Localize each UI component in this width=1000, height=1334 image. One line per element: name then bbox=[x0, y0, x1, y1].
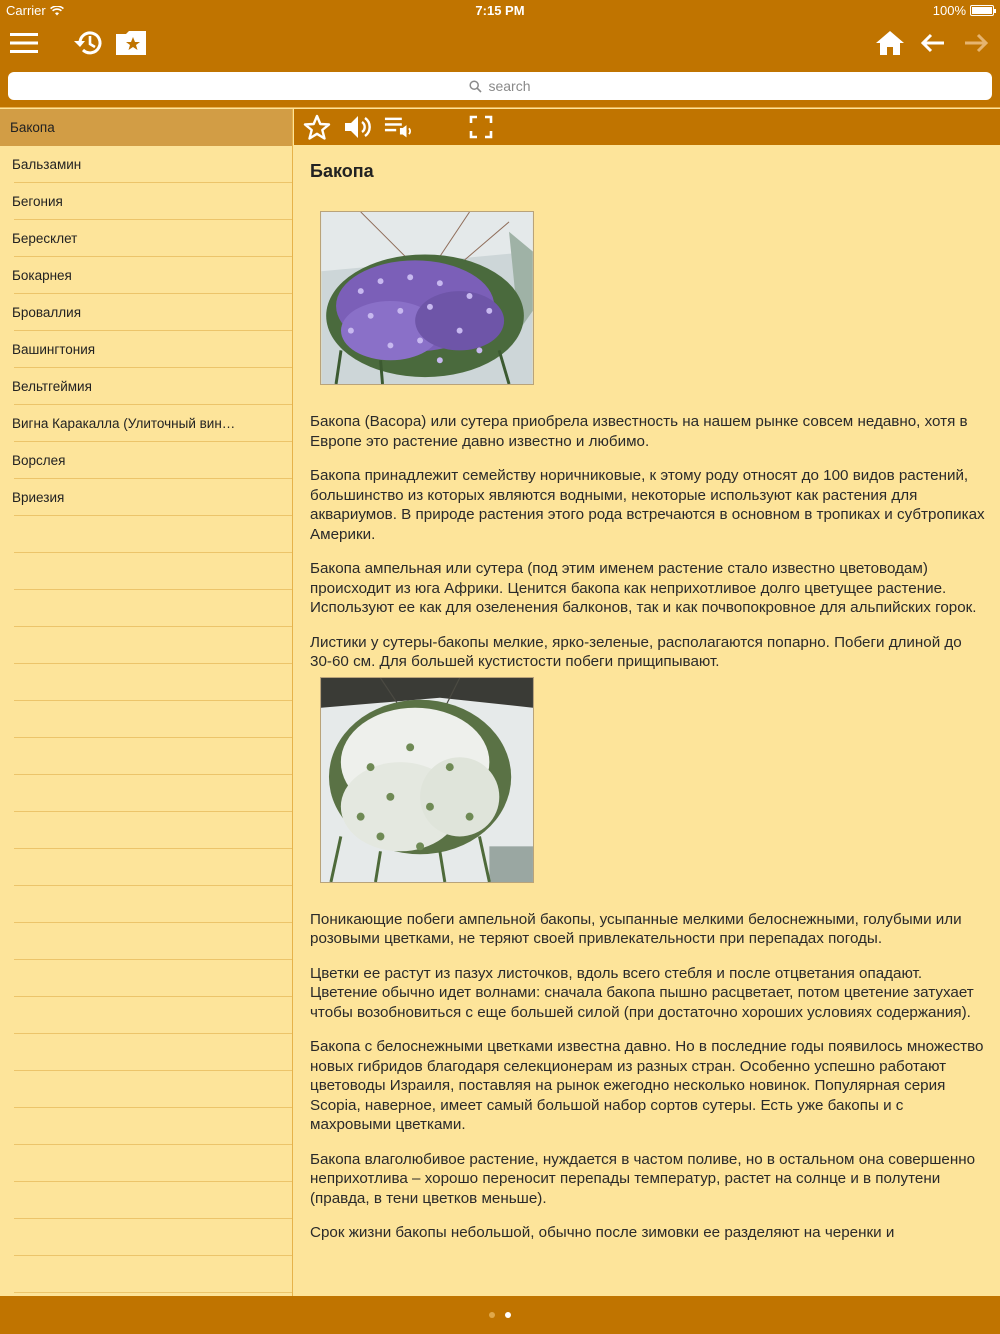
sidebar-empty-row bbox=[14, 923, 292, 960]
sidebar-list bbox=[0, 109, 293, 1296]
forward-button[interactable] bbox=[958, 25, 994, 61]
back-button[interactable] bbox=[915, 25, 951, 61]
article-paragraph: Бакопа (Васора) или сутера приобрела известность на нашем рынке совсем недавно, хотя в Европе это растение давно известно и любимо. bbox=[310, 413, 968, 450]
nav-bar bbox=[0, 20, 1000, 66]
sidebar-item-bokarneya[interactable]: Бокарнея bbox=[14, 257, 292, 294]
bacopa-purple-photo bbox=[320, 211, 534, 385]
home-button[interactable] bbox=[872, 25, 908, 61]
battery-label: 100% bbox=[932, 3, 966, 18]
sidebar-empty-row bbox=[14, 627, 292, 664]
sidebar-empty-row bbox=[14, 886, 292, 923]
article-paragraph: Цветки ее растут из пазух листочков, вдоль всего стебля и после отцветания опадают. Цветение обычно идет волнами: сначала бакопа пышно расцветает, потом цветение затухает чтобы возобновиться с еще большей силой (при достаточно хороших условиях содержания). bbox=[310, 964, 974, 1021]
sidebar-empty-row bbox=[14, 738, 292, 775]
sidebar-empty-row bbox=[14, 1256, 292, 1293]
article-paragraph: Поникающие побеги ампельной бакопы, усыпанные мелкими белоснежными, голубыми или розовыми цветками, не теряют своей привлекательности при перепадах погоды. bbox=[310, 910, 962, 947]
search-bar bbox=[0, 66, 1000, 108]
sidebar-empty-row bbox=[14, 1145, 292, 1182]
menu-icon bbox=[10, 32, 38, 54]
sidebar-empty-row bbox=[14, 516, 292, 553]
sidebar-item-washingtonia[interactable]: Вашингтония bbox=[14, 331, 292, 368]
content-toolbar bbox=[294, 109, 1000, 145]
star-icon bbox=[303, 114, 331, 141]
page-indicator bbox=[0, 1296, 1000, 1334]
article-paragraph: Бакопа с белоснежными цветками известна давно. Но в последние годы появилось множество новых гибридов благодаря селекционерам из разных стран. Особенно успешно работают цветоводы Израиля, поставляя на рынок ежегодно несколько новинок. Популярная серия Scopia, наверное, имеет самый большой набор сортов сутеры. Есть уже бакопы и с махровыми цветками. bbox=[310, 1038, 984, 1133]
article-paragraph: Бакопа влаголюбивое растение, нуждается в частом поливе, но в остальном она совершенно неприхотлива – хорошо переносит перепады температур, растет на солнце и в полутени (правда, в тени цветков меньше). bbox=[310, 1150, 976, 1207]
sidebar-empty-row bbox=[14, 1182, 292, 1219]
article-paragraph: Бакопа принадлежит семейству норичниковые, к этому роду относят до 100 видов растений, большинство из которых являются водными, некоторые используют как растения для аквариумов. В природе растения этого рода встречаются в основном в тропиках и субтропиках Америки. bbox=[310, 467, 985, 543]
sidebar-empty-row bbox=[14, 997, 292, 1034]
sidebar-item-begonia[interactable]: Бегония bbox=[14, 183, 292, 220]
sidebar-item-worsleya[interactable]: Ворслея bbox=[14, 442, 292, 479]
fullscreen-button[interactable] bbox=[466, 112, 496, 142]
sidebar-empty-row bbox=[14, 1219, 292, 1256]
history-icon bbox=[72, 28, 104, 58]
article-title: Бакопа bbox=[310, 161, 374, 181]
speak-button[interactable] bbox=[343, 112, 373, 142]
carrier-label: Carrier bbox=[6, 3, 46, 18]
history-button[interactable] bbox=[70, 25, 106, 61]
article-paragraph: Листики у сутеры-бакопы мелкие, ярко-зеленые, располагаются попарно. Побеги длиной до 30-60 см. Для большей кустистости побеги прищипывают. bbox=[310, 633, 962, 670]
sidebar-empty-row bbox=[14, 960, 292, 997]
sidebar-empty-rows bbox=[0, 516, 292, 1293]
search-icon bbox=[469, 80, 482, 93]
sidebar-item-bereskleт[interactable]: Бересклет bbox=[14, 220, 292, 257]
sidebar-empty-row bbox=[14, 664, 292, 701]
sidebar-empty-row bbox=[14, 849, 292, 886]
favorite-button[interactable] bbox=[302, 112, 332, 142]
article-paragraph: Срок жизни бакопы небольшой, обычно после зимовки ее разделяют на черенки и bbox=[310, 1224, 895, 1241]
page-dot[interactable] bbox=[489, 1312, 495, 1318]
menu-button[interactable] bbox=[6, 25, 42, 61]
article-content bbox=[294, 145, 1000, 1296]
playlist-button[interactable] bbox=[384, 112, 414, 142]
bacopa-white-photo bbox=[320, 677, 534, 883]
sidebar-item-vigna-caracalla[interactable]: Вигна Каракалла (Улиточный вин… bbox=[14, 405, 292, 442]
search-placeholder: search bbox=[488, 78, 531, 94]
fullscreen-icon bbox=[469, 115, 493, 139]
sidebar-empty-row bbox=[14, 701, 292, 738]
page-dot-active[interactable] bbox=[505, 1312, 511, 1318]
search-input[interactable] bbox=[8, 72, 992, 100]
status-bar bbox=[0, 0, 1000, 20]
arrow-left-icon bbox=[920, 32, 946, 54]
sidebar-item-veltheimia[interactable]: Вельтгеймия bbox=[14, 368, 292, 405]
sidebar-empty-row bbox=[14, 775, 292, 812]
article-paragraph: Бакопа ампельная или сутера (под этим именем растение стало известно цветоводам) происходит из юга Африки. Ценится бакопа как неприхотливое долго цветущее растение. Используют ее как для озеленения балконов, так и как почвопокровное для альпийских горок. bbox=[310, 560, 977, 616]
sidebar-item-vriesea[interactable]: Вриезия bbox=[14, 479, 292, 516]
sidebar-item-balzamin[interactable]: Бальзамин bbox=[14, 146, 292, 183]
sidebar-item-brovallia[interactable]: Броваллия bbox=[14, 294, 292, 331]
favorites-button[interactable] bbox=[113, 25, 149, 61]
battery-icon bbox=[970, 5, 994, 16]
arrow-right-icon bbox=[963, 32, 989, 54]
playlist-audio-icon bbox=[384, 114, 414, 140]
speaker-icon bbox=[343, 114, 373, 140]
sidebar-empty-row bbox=[14, 553, 292, 590]
sidebar-item-bakopa[interactable]: Бакопа bbox=[0, 109, 292, 146]
sidebar-empty-row bbox=[14, 1034, 292, 1071]
sidebar-empty-row bbox=[14, 590, 292, 627]
favorites-folder-icon bbox=[115, 30, 147, 56]
battery-indicator bbox=[933, 3, 994, 18]
clock: 7:15 PM bbox=[475, 3, 525, 18]
sidebar-empty-row bbox=[14, 1071, 292, 1108]
sidebar-empty-row bbox=[14, 812, 292, 849]
sidebar-empty-row bbox=[14, 1108, 292, 1145]
home-icon bbox=[875, 30, 905, 56]
